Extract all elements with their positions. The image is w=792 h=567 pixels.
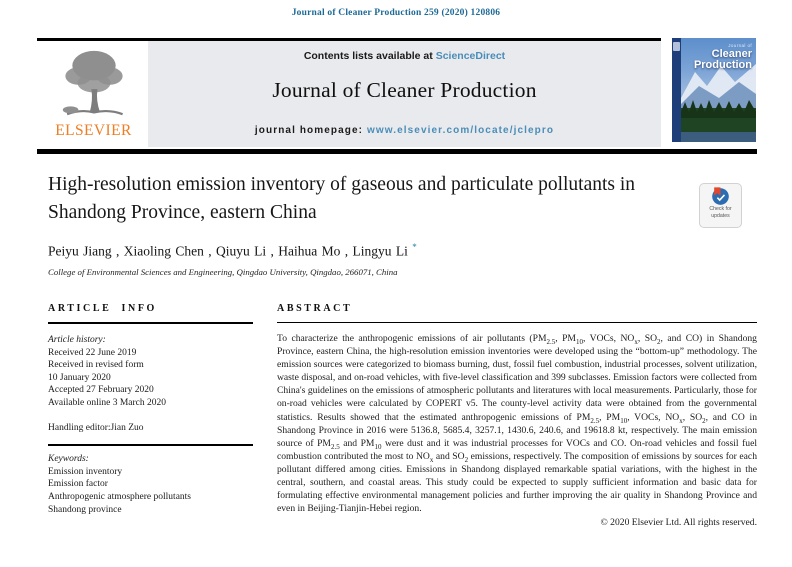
article-history-label: Article history: <box>48 335 106 345</box>
cover-elsevier-mark <box>673 42 680 51</box>
crossmark-icon <box>711 187 730 206</box>
article-info-column <box>48 303 253 528</box>
abstract-heading: ABSTRACT <box>277 303 353 314</box>
author-names: Peiyu Jiang , Xiaoling Chen , Qiuyu Li , Haihua Mo , Lingyu Li <box>48 243 408 259</box>
homepage-prefix: journal homepage: <box>254 125 367 136</box>
sciencedirect-link[interactable]: ScienceDirect <box>435 50 506 62</box>
cover-title-line2: Production <box>693 59 752 72</box>
history-line: Available online 3 March 2020 <box>48 397 167 408</box>
abstract-body: To characterize the anthropogenic emissions of air pollutants ($PM_{2.5}$, $PM_{10}$, VOCs, $NO_x$, $SO_2$, and CO) in Shandong Province, eastern China, the high-resolution emission inventories were developed using the “bottom-up” methodology. The emission sources were categorized to biomass burning, dust, fossil fuel combustion, industrial processes, solvent utilization, waste disposal, and on-road vehicles, with five-level classification and 399 subclasses. Emission factors were collected from China's guidelines on the emissions of atmospheric pollutants and literatures with local measurements. Particularly, those for on-road vehicles were calculated by COPERT v5. The county-level activity data were obtained from the governmental statistics. Results showed that the estimated anthropogenic emissions of $PM_{2.5}$, $PM_{10}$, VOCs, $NO_x$, $SO_2$, and CO in Shandong Province in 2016 were 5136.8, 5685.4, 3257.1, 1430.6, 240.6, and 19618.8 kt, respectively. The main emission source of $PM_{2.5}$ and $PM_{10}$ were dust and it was industrial processes for VOCs and CO. On-road vehicles and fossil fuel combustion contributed the most to $NO_x$ and $SO_2$ emissions, respectively. The composition of emissions by sources for each pollutant differed among cities. Emissions in Shandong displayed remarkable spatial variations, with the highest in the central, southern, and coastal areas. This study could be expected to supply sufficient information and basic data for formulating effective environmental management policies and further improving the air quality in Shandong Province and even in Beijing-Tianjin-Hebei region. <box>277 333 758 515</box>
elsevier-wordmark: ELSEVIER <box>55 122 132 139</box>
check-for-updates-label: Check for updates <box>709 206 732 219</box>
article-info-rule <box>48 322 253 324</box>
homepage-line <box>148 125 661 136</box>
keyword: Shandong province <box>48 504 122 515</box>
keywords-rule <box>48 444 253 446</box>
corresponding-author-mark[interactable]: * <box>412 242 417 252</box>
copyright-line: © 2020 Elsevier Ltd. All rights reserved. <box>600 517 757 529</box>
cover-title <box>694 44 752 72</box>
contents-line <box>148 50 661 62</box>
abstract-rule <box>277 322 757 323</box>
elsevier-tree-icon <box>42 43 145 123</box>
cover-title-line1: Cleaner <box>711 47 752 60</box>
contents-line-prefix: Contents lists available at <box>303 50 436 62</box>
check-for-updates-badge[interactable] <box>699 183 742 228</box>
homepage-link[interactable]: www.elsevier.com/locate/jclepro <box>366 125 555 136</box>
article-title: High-resolution emission inventory of gaseous and particulate pollutants in Shandong Province, eastern China <box>48 174 636 223</box>
abstract-column <box>277 303 757 528</box>
keyword: Anthropogenic atmosphere pollutants <box>48 491 191 502</box>
journal-header-box <box>148 41 661 147</box>
handling-editor: Handling editor:Jian Zuo <box>48 422 144 433</box>
affiliation: College of Environmental Sciences and Engineering, Qingdao University, Qingdao, 266071, China <box>48 267 398 277</box>
journal-cover-thumbnail <box>672 38 756 142</box>
cover-top-label: Journal of <box>728 43 752 48</box>
elsevier-logo <box>42 41 145 147</box>
header-bottom-rule <box>37 149 757 154</box>
keywords-label: Keywords: <box>48 454 89 465</box>
article-info-heading: ARTICLE INFO <box>48 303 157 314</box>
keyword: Emission factor <box>48 479 108 490</box>
authors-line <box>48 242 417 260</box>
keyword: Emission inventory <box>48 466 123 477</box>
info-abstract-columns <box>48 303 757 528</box>
history-line: Received in revised form <box>48 360 144 371</box>
history-line: Received 22 June 2019 <box>48 347 137 358</box>
journal-title: Journal of Cleaner Production <box>272 78 537 102</box>
history-line: Accepted 27 February 2020 <box>48 385 154 396</box>
history-line: 10 January 2020 <box>48 372 111 383</box>
journal-citation: Journal of Cleaner Production 259 (2020) 120806 <box>291 8 501 18</box>
cover-spine-stripe <box>672 38 681 142</box>
